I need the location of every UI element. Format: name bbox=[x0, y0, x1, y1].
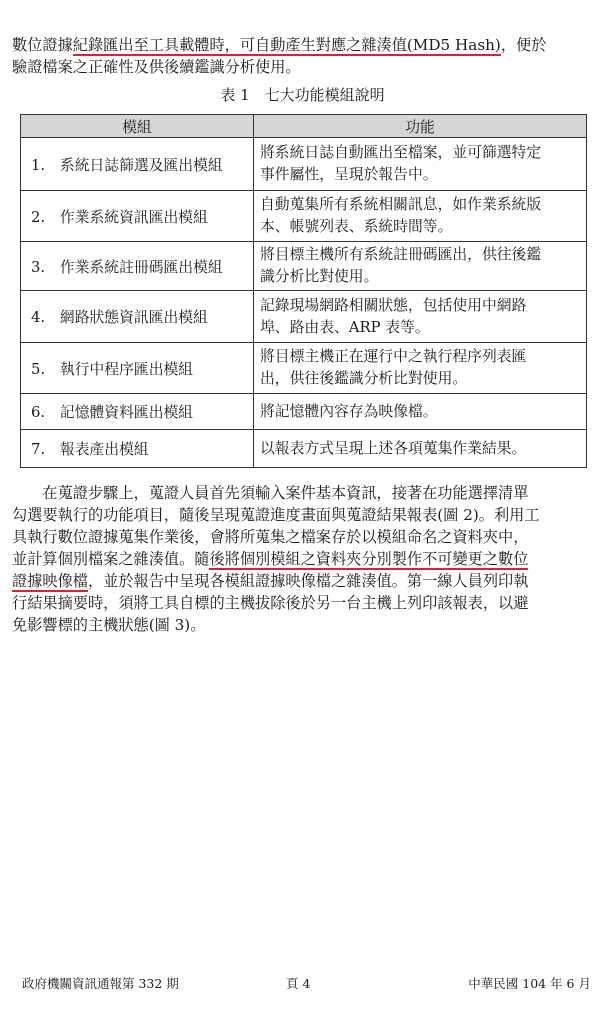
module-function bbox=[254, 394, 587, 430]
function-line: 以報表方式呈現上述各項蒐集作業結果。 bbox=[260, 439, 527, 457]
module-name: 1. 系統日誌篩選及匯出模組 bbox=[21, 138, 254, 191]
module-name: 6. 記憶體資料匯出模組 bbox=[21, 394, 254, 430]
body-line bbox=[12, 570, 590, 592]
body-line: 具執行數位證據蒐集作業後，會將所蒐集之檔案存於以模組命名之資料夾中， bbox=[12, 528, 529, 546]
module-name: 2. 作業系統資訊匯出模組 bbox=[21, 191, 254, 242]
module-name: 4. 網路狀態資訊匯出模組 bbox=[21, 291, 254, 343]
module-function bbox=[254, 343, 587, 394]
function-line: 將目標主機正在運行中之執行程序列表匯 bbox=[260, 348, 527, 365]
module-name: 3. 作業系統註冊碼匯出模組 bbox=[21, 242, 254, 291]
table-row bbox=[21, 291, 587, 343]
body-line bbox=[12, 548, 590, 570]
function-line: 將系統日誌自動匯出至檔案，並可篩選特定 bbox=[260, 144, 542, 161]
function-line: 記錄現場網路相關狀態，包括使用中網路 bbox=[260, 296, 527, 314]
intro-text: 數位證據 bbox=[12, 36, 73, 54]
body-line: 免影響標的主機狀態(圖 3)。 bbox=[12, 616, 206, 634]
intro-line-1 bbox=[12, 34, 590, 56]
function-line: 將目標主機所有系統註冊碼匯出，供往後鑑 bbox=[260, 246, 542, 263]
body-line: 在蒐證步驟上，蒐證人員首先須輸入案件基本資訊，接著在功能選擇清單 bbox=[12, 484, 529, 502]
body-paragraph bbox=[12, 482, 590, 636]
table-row bbox=[21, 394, 587, 430]
highlight-underline: 後將個別模組之資料夾分別製作不可變更之數位 bbox=[209, 550, 529, 568]
intro-text: ，便於 bbox=[500, 36, 547, 54]
table-header-row bbox=[21, 115, 587, 138]
footer-date: 中華民國 104 年 6 月 bbox=[468, 976, 591, 991]
highlight-underline: 紀錄匯出至工具載體時 bbox=[72, 36, 225, 54]
table-row bbox=[21, 430, 587, 468]
intro-paragraph bbox=[12, 34, 590, 78]
function-line: 識分析比對使用。 bbox=[260, 268, 379, 285]
function-line: 埠、路由表、ARP 表等。 bbox=[260, 318, 430, 336]
table-caption: 表 1 七大功能模組說明 bbox=[220, 86, 385, 104]
footer-journal: 政府機關資訊通報第 332 期 bbox=[22, 976, 179, 991]
body-line: 勾選要執行的功能項目，隨後呈現蒐證進度畫面與蒐證結果報表(圖 2)。利用工 bbox=[12, 506, 540, 524]
header-module: 模組 bbox=[21, 115, 254, 138]
body-line: 行結果摘要時，須將工具自標的主機拔除後於另一台主機上列印該報表，以避 bbox=[12, 594, 529, 612]
module-table bbox=[20, 114, 587, 468]
table-row bbox=[21, 343, 587, 394]
table-row bbox=[21, 138, 587, 191]
module-function bbox=[254, 191, 587, 242]
header-function: 功能 bbox=[254, 115, 587, 138]
footer-page-number: 頁 4 bbox=[286, 976, 311, 991]
function-line: 事件屬性，呈現於報告中。 bbox=[260, 166, 438, 183]
highlight-underline: 可自動產生對應之雜湊值(MD5 Hash) bbox=[239, 36, 501, 54]
intro-line-2: 驗證檔案之正確性及供後續鑑識分析使用。 bbox=[12, 58, 301, 76]
table-row bbox=[21, 242, 587, 291]
highlight-underline: ， bbox=[224, 36, 240, 54]
module-function bbox=[254, 291, 587, 343]
module-function bbox=[254, 430, 587, 468]
function-line: 出，供往後鑑識分析比對使用。 bbox=[260, 370, 468, 387]
body-text: ，並於報告中呈現各模組證據映像檔之雜湊值。第一線人員列印執 bbox=[87, 572, 529, 590]
module-name: 5. 執行中程序匯出模組 bbox=[21, 343, 254, 394]
body-text: 並計算個別檔案之雜湊值。隨 bbox=[12, 550, 210, 568]
function-line: 將記憶體內容存為映像檔。 bbox=[260, 402, 438, 420]
function-line: 本、帳號列表、系統時間等。 bbox=[260, 218, 453, 235]
highlight-underline: 證據映像檔 bbox=[12, 572, 88, 590]
module-function bbox=[254, 138, 587, 191]
function-line: 自動蒐集所有系統相關訊息，如作業系統版 bbox=[260, 196, 542, 213]
module-function bbox=[254, 242, 587, 291]
module-name: 7. 報表產出模組 bbox=[21, 430, 254, 468]
table-row bbox=[21, 191, 587, 242]
